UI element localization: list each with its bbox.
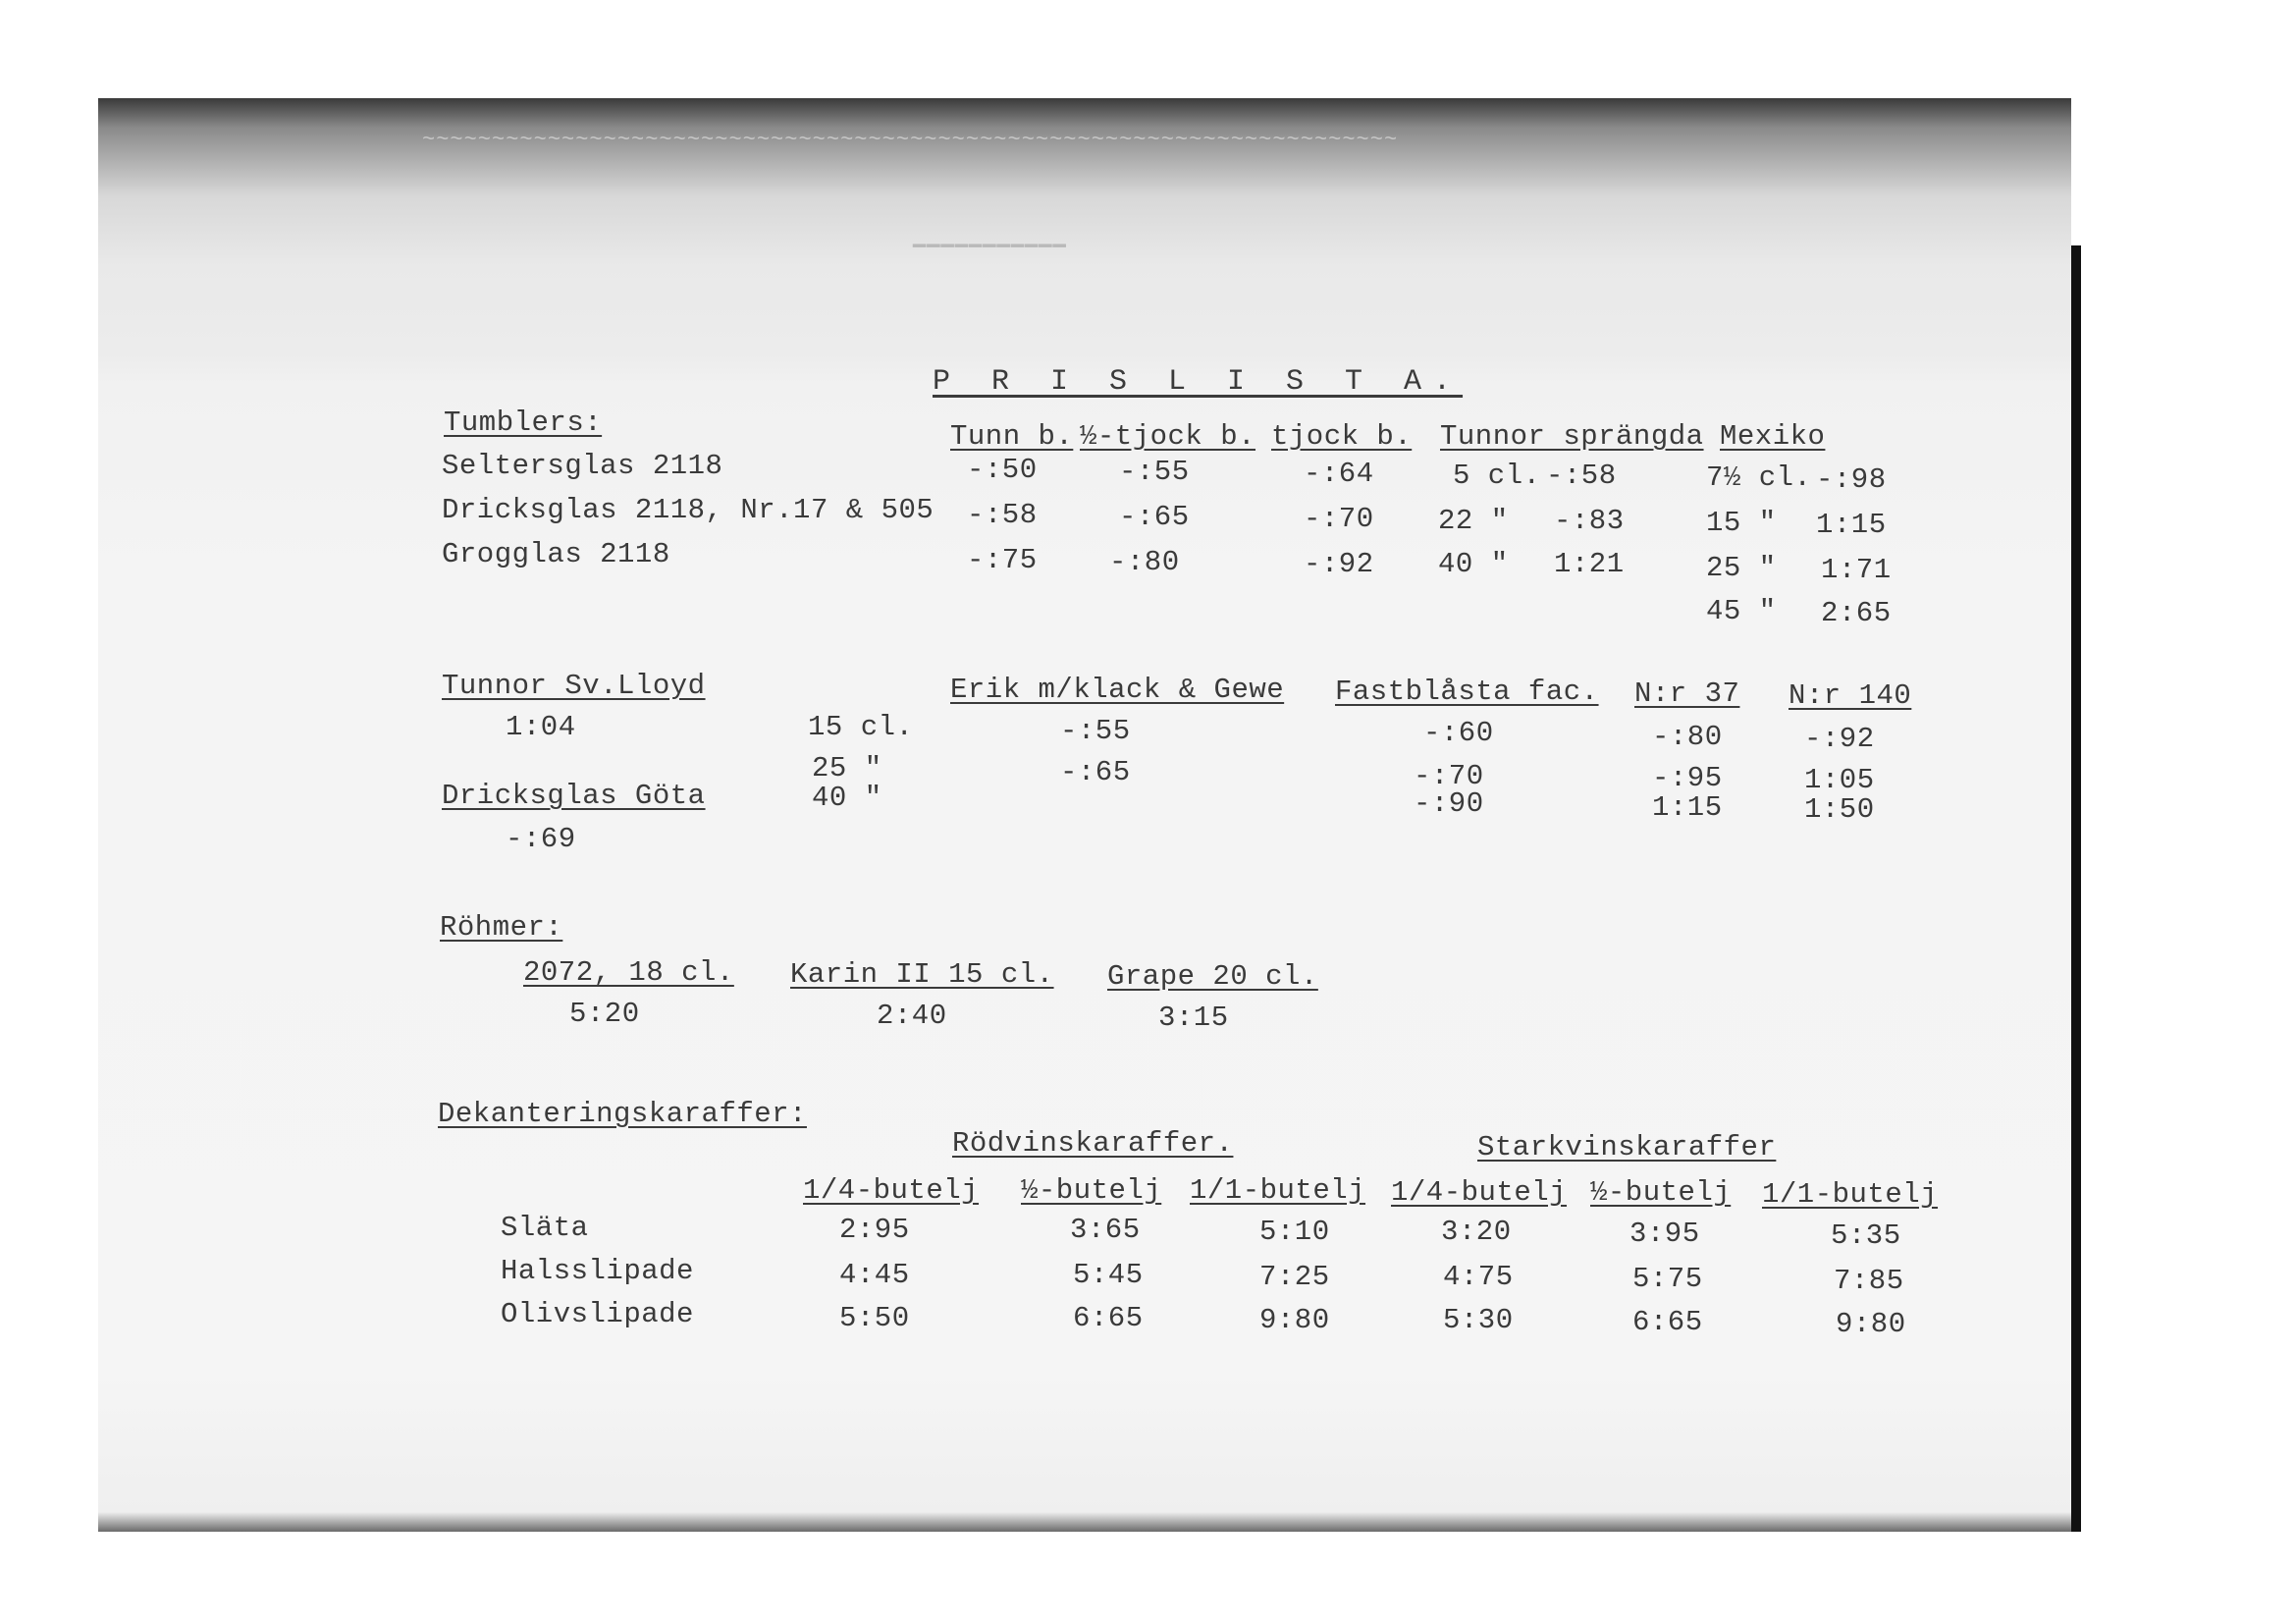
price-cell: 4:75 [1443, 1261, 1514, 1293]
price-cell: -:55 [1119, 456, 1190, 488]
tunnor-lloyd-price: 1:04 [506, 711, 576, 743]
size-cell: 7½ cl. [1706, 461, 1812, 494]
rohmer-item-price: 5:20 [569, 998, 640, 1030]
price-cell: 3:95 [1629, 1218, 1700, 1250]
price-cell: 3:20 [1441, 1216, 1512, 1248]
dricksglas-gota-label: Dricksglas Göta [442, 780, 706, 812]
rohmer-heading: Röhmer: [440, 911, 563, 944]
rohmer-item-label: 2072, 18 cl. [523, 956, 734, 989]
price-cell: 1:05 [1804, 764, 1875, 796]
price-cell: 1:15 [1816, 509, 1887, 541]
price-cell: 1:50 [1804, 793, 1875, 826]
price-cell: 5:30 [1443, 1304, 1514, 1336]
col-header: ½-butelj [1021, 1174, 1162, 1207]
price-cell: -:58 [1546, 460, 1617, 492]
row-name: Släta [501, 1212, 589, 1244]
col-tjock: tjock b. [1271, 420, 1413, 453]
price-cell: -:65 [1119, 501, 1190, 533]
size-cell: 40 " [812, 782, 882, 814]
row-name: Halsslipade [501, 1255, 694, 1287]
price-cell: -:83 [1554, 505, 1625, 537]
col-header: 1/1-butelj [1190, 1174, 1366, 1207]
price-cell: -:70 [1414, 760, 1484, 792]
bleed-heading: ▔▔▔▔▔▔▔▔▔▔▔ [913, 246, 1067, 271]
price-cell: 1:15 [1652, 791, 1723, 824]
tumblers-heading: Tumblers: [444, 406, 603, 439]
nr37-label: N:r 37 [1634, 677, 1740, 710]
price-cell: -:98 [1816, 463, 1887, 496]
size-cell: 15 " [1706, 507, 1777, 539]
price-cell: 5:50 [839, 1302, 910, 1334]
row-name: Seltersglas 2118 [442, 450, 723, 482]
col-header: ½-butelj [1590, 1176, 1732, 1209]
price-cell: 6:65 [1073, 1302, 1144, 1334]
price-cell: -:60 [1423, 717, 1494, 749]
size-cell: 25 " [1706, 552, 1777, 584]
dricksglas-gota-price: -:69 [506, 823, 576, 855]
price-cell: 5:75 [1632, 1263, 1703, 1295]
rohmer-item-price: 3:15 [1158, 1001, 1229, 1034]
price-cell: 5:35 [1831, 1219, 1901, 1252]
rohmer-item-label: Karin II 15 cl. [790, 958, 1054, 991]
col-header: 1/1-butelj [1762, 1178, 1939, 1211]
price-cell: -:95 [1652, 762, 1723, 794]
size-cell: 15 cl. [808, 711, 914, 743]
price-cell: 7:25 [1259, 1261, 1330, 1293]
size-cell: 45 " [1706, 595, 1777, 627]
price-cell: -:64 [1304, 458, 1374, 490]
price-cell: -:55 [1060, 715, 1131, 747]
row-name: Dricksglas 2118, Nr.17 & 505 [442, 494, 934, 526]
price-cell: -:65 [1060, 756, 1131, 788]
price-cell: -:92 [1804, 723, 1875, 755]
col-tunnor-sprangda: Tunnor sprängda [1440, 420, 1704, 453]
row-name: Grogglas 2118 [442, 538, 670, 570]
size-cell: 22 " [1438, 505, 1509, 537]
bleed-text: ~~~~~~~~~~~~~~~~~~~~~~~~~~~~~~~~~~~~~~~~~~~~~~~~~~~~~~~~~~~~~~~~~~~~~~ [422, 128, 1399, 152]
price-cell: 5:10 [1259, 1216, 1330, 1248]
price-cell: 9:80 [1259, 1304, 1330, 1336]
price-cell: 6:65 [1632, 1306, 1703, 1338]
page-title: P R I S L I S T A. [933, 365, 1464, 399]
price-cell: -:90 [1414, 787, 1484, 820]
starkvin-group-heading: Starkvinskaraffer [1477, 1131, 1777, 1164]
price-cell: 7:85 [1834, 1265, 1904, 1297]
price-cell: 2:65 [1821, 597, 1892, 629]
rohmer-item-label: Grape 20 cl. [1107, 960, 1318, 993]
col-header: 1/4-butelj [803, 1174, 980, 1207]
rodvin-group-heading: Rödvinskaraffer. [952, 1127, 1234, 1160]
price-cell: -:75 [967, 544, 1038, 576]
price-cell: -:80 [1109, 546, 1180, 578]
size-cell: 40 " [1438, 548, 1509, 580]
price-cell: 1:71 [1821, 554, 1892, 586]
col-header: 1/4-butelj [1391, 1176, 1568, 1209]
dekanter-heading: Dekanteringskaraffer: [438, 1098, 807, 1130]
price-cell: -:50 [967, 454, 1038, 486]
col-tunn: Tunn b. [950, 420, 1074, 453]
rohmer-item-price: 2:40 [877, 1000, 947, 1032]
price-cell: 4:45 [839, 1259, 910, 1291]
size-cell: 5 cl. [1453, 460, 1541, 492]
price-cell: 3:65 [1070, 1214, 1141, 1246]
col-halvtjock: ½-tjock b. [1080, 420, 1256, 453]
price-cell: -:70 [1304, 503, 1374, 535]
erik-label: Erik m/klack & Gewe [950, 674, 1285, 706]
price-cell: 2:95 [839, 1214, 910, 1246]
price-cell: 1:21 [1554, 548, 1625, 580]
nr140-label: N:r 140 [1789, 679, 1912, 712]
size-cell: 25 " [812, 752, 882, 785]
price-cell: -:92 [1304, 548, 1374, 580]
col-mexiko: Mexiko [1720, 420, 1826, 453]
price-cell: 5:45 [1073, 1259, 1144, 1291]
fastblasta-label: Fastblåsta fac. [1335, 676, 1599, 708]
tunnor-lloyd-label: Tunnor Sv.Lloyd [442, 670, 706, 702]
price-cell: 9:80 [1836, 1308, 1906, 1340]
price-cell: -:80 [1652, 721, 1723, 753]
price-cell: -:58 [967, 499, 1038, 531]
row-name: Olivslipade [501, 1298, 694, 1330]
